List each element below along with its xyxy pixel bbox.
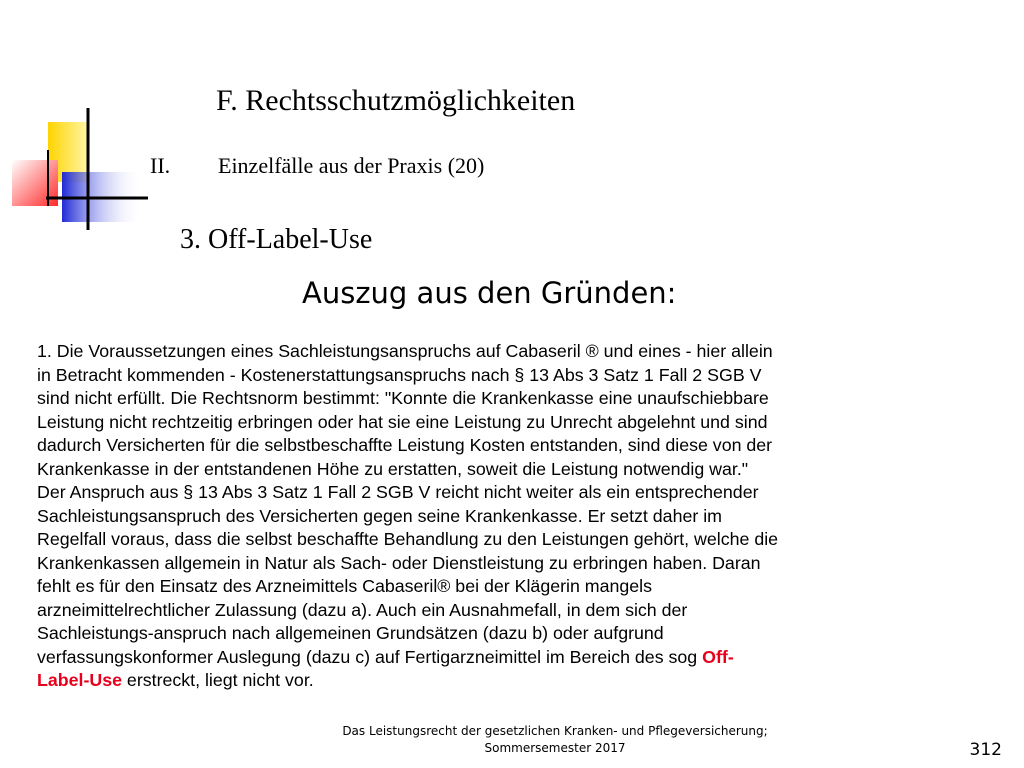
body-line-text: verfassungskonformer Auslegung (dazu c) auf Fertigarzneimittel im Bereich des sog <box>37 646 703 667</box>
body-line-text: erstreckt, liegt nicht vor. <box>121 670 314 690</box>
subtitle-number: II. <box>150 153 171 178</box>
body-line: Der Anspruch aus § 13 Abs 3 Satz 1 Fall 2 SGB V reicht nicht weiter als ein entsprechender <box>37 482 759 502</box>
footer-line-1: Das Leistungsrecht der gesetzlichen Kranken- und Pflegeversicherung; <box>342 724 768 738</box>
body-line: sind nicht erfüllt. Die Rechtsnorm bestimmt: "Konnte die Krankenkasse eine unaufschiebbare <box>37 388 769 408</box>
off-label-highlight: Label-Use <box>37 670 122 690</box>
body-line: Sachleistungsanspruch des Versicherten gegen seine Krankenkasse. Er setzt daher im <box>37 505 722 526</box>
body-line: in Betracht kommenden - Kostenerstattungsanspruchs nach § 13 Abs 3 Satz 1 Fall 2 SGB V <box>37 364 762 385</box>
footer <box>330 723 780 757</box>
body-line: 1. Die Voraussetzungen eines Sachleistungsanspruchs auf Cabaseril ® und eines - hier allein <box>37 341 773 361</box>
body-line: Krankenkassen allgemein in Natur als Sach- oder Dienstleistung zu erbringen haben. Daran <box>37 552 761 573</box>
slide-title: F. Rechtsschutzmöglichkeiten <box>216 84 576 117</box>
section-heading: Auszug aus den Gründen: <box>302 276 677 310</box>
decorative-squares-logo <box>0 0 150 240</box>
body-line <box>37 646 987 670</box>
body-line: Sachleistungs-anspruch nach allgemeinen Grundsätzen (dazu b) oder aufgrund <box>37 623 664 643</box>
body-line: fehlt es für den Einsatz des Arzneimittels Cabaseril® bei der Klägerin mangels <box>37 576 653 596</box>
body-line <box>37 669 987 693</box>
section-title: 3. Off-Label-Use <box>180 224 373 255</box>
footer-line-2: Sommersemester 2017 <box>484 741 626 755</box>
subtitle-text: Einzelfälle aus der Praxis (20) <box>218 153 485 178</box>
body-text <box>37 340 987 693</box>
off-label-highlight: Off- <box>702 646 734 667</box>
body-line: arzneimittelrechtlicher Zulassung (dazu a). Auch ein Ausnahmefall, in dem sich der <box>37 599 688 620</box>
body-line: Regelfall voraus, dass die selbst beschaffte Behandlung zu den Leistungen gehört, welche die <box>37 529 779 549</box>
body-line: Krankenkasse in der entstandenen Höhe zu erstatten, soweit die Leistung notwendig war." <box>37 458 749 479</box>
slide-subtitle <box>150 153 484 179</box>
body-line: Leistung nicht rechtzeitig erbringen oder hat sie eine Leistung zu Unrecht abgelehnt und sind <box>37 411 768 432</box>
page-number: 312 <box>969 740 1002 760</box>
body-line: dadurch Versicherten für die selbstbeschaffte Leistung Kosten entstanden, sind diese von der <box>37 435 773 455</box>
